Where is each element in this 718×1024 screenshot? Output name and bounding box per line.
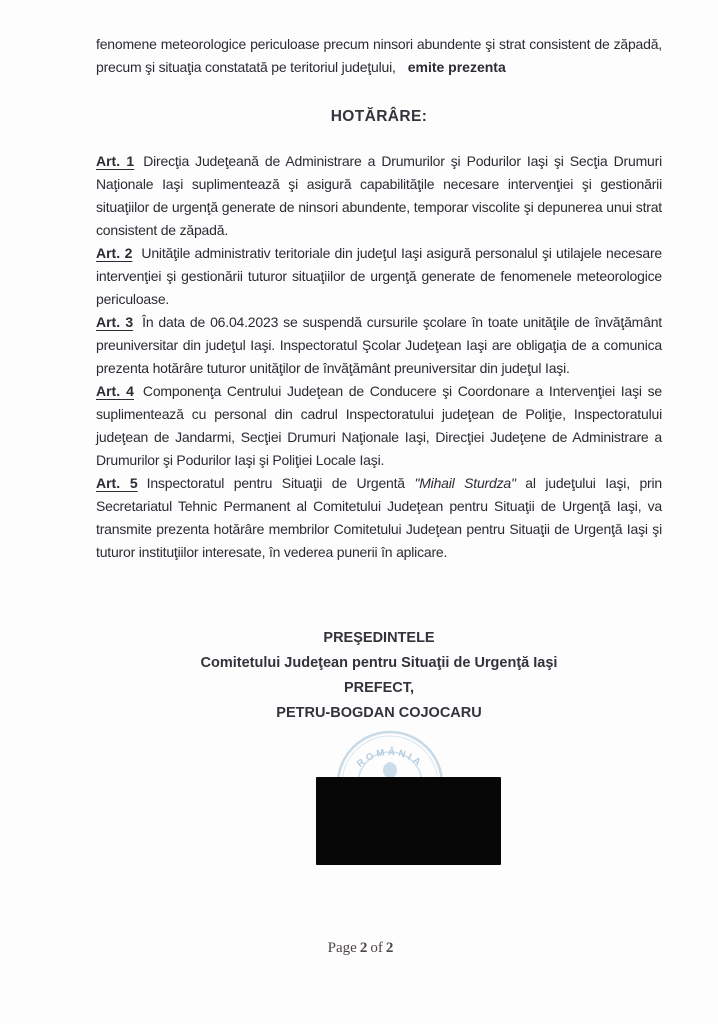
stamp-arc-text: ROMÂNIA [354, 746, 426, 770]
article-2-text: Unităţile administrativ teritoriale din judeţul Iaşi asigură personalul şi utilajele necesare intervenţiei şi gestionării tuturor situaţiilor de urgenţă generate de fenomenele meteorologice periculoase. [96, 245, 662, 307]
document-heading: HOTĂRÂRE: [330, 108, 428, 125]
intro-bold-phrase: emite prezenta [407, 59, 506, 75]
footer-of: of [370, 940, 383, 956]
article-3-label: Art. 3 [96, 314, 134, 330]
page-footer [0, 940, 718, 957]
article-2-label: Art. 2 [96, 245, 133, 261]
article-5-text-before: Inspectoratul pentru Situaţii de Urgentă [146, 475, 415, 491]
article-2 [96, 242, 662, 311]
footer-prefix: Page [327, 940, 357, 956]
intro-paragraph [96, 33, 662, 79]
signature-committee: Comitetului Judeţean pentru Situaţii de Urgenţă Iaşi [200, 655, 558, 671]
document-body [96, 33, 662, 726]
article-5-text-after: al judeţului Iaşi, prin Secretariatul Tehnic Permanent al Comitetului Judeţean pentru Situaţii de Urgenţă Iaşi, va transmite prezenta hotărâre membrilor Comitetului Judeţean pentru Situaţii de Urgenţă Iaşi şi tuturor instituţiilor interesate, în vederea punerii în aplicare. [96, 475, 662, 560]
redaction-box [316, 777, 501, 865]
signature-role: PREFECT, [343, 680, 415, 696]
article-4-text: Componenţa Centrului Judeţean de Conducere şi Coordonare a Intervenţiei Iaşi se suplimentează cu personal din cadrul Inspectoratului judeţean de Poliţie, Inspectoratului judeţean de Jandarmi, Secţiei Drumuri Naţionale Iaşi, Direcţiei Judeţene de Administrare a Drumurilor şi Podurilor Iaşi şi Poliţiei Locale Iaşi. [96, 383, 662, 468]
signature-title: PREŞEDINTELE [323, 630, 435, 646]
article-1-text: Direcţia Judeţeană de Administrare a Drumurilor şi Podurilor Iaşi şi Secţia Drumuri Naţionale Iaşi suplimentează şi asigură capabilităţile necesare intervenţiei şi gestionării situaţiilor de urgenţă generate de ninsori abundente, temporar viscolite şi depunerea unui strat consistent de zăpadă. [96, 153, 662, 238]
footer-page-number: 2 [359, 940, 368, 956]
footer-total-pages: 2 [385, 940, 394, 956]
article-4 [96, 380, 662, 472]
article-5 [96, 472, 662, 564]
signature-name: PETRU-BOGDAN COJOCARU [276, 705, 482, 721]
article-1 [96, 150, 662, 242]
article-3 [96, 311, 662, 380]
article-5-quoted-name: "Mihail Sturdza" [414, 475, 516, 491]
intro-text: fenomene meteorologice periculoase precum ninsori abundente şi strat consistent de zăpadă, precum şi situaţia constatată pe teritoriul judeţului, [96, 36, 662, 75]
article-5-label: Art. 5 [96, 475, 138, 491]
signature-block [96, 626, 662, 726]
article-4-label: Art. 4 [96, 383, 134, 399]
article-3-text: În data de 06.04.2023 se suspendă cursurile şcolare în toate unităţile de învăţământ preuniversitar din judeţul Iaşi. Inspectoratul Şcolar Judeţean Iaşi are obligaţia de a comunica prezenta hotărâre tuturor unităţilor de învăţământ preuniversitar din judeţul Iaşi. [96, 314, 662, 376]
article-1-label: Art. 1 [96, 153, 135, 169]
